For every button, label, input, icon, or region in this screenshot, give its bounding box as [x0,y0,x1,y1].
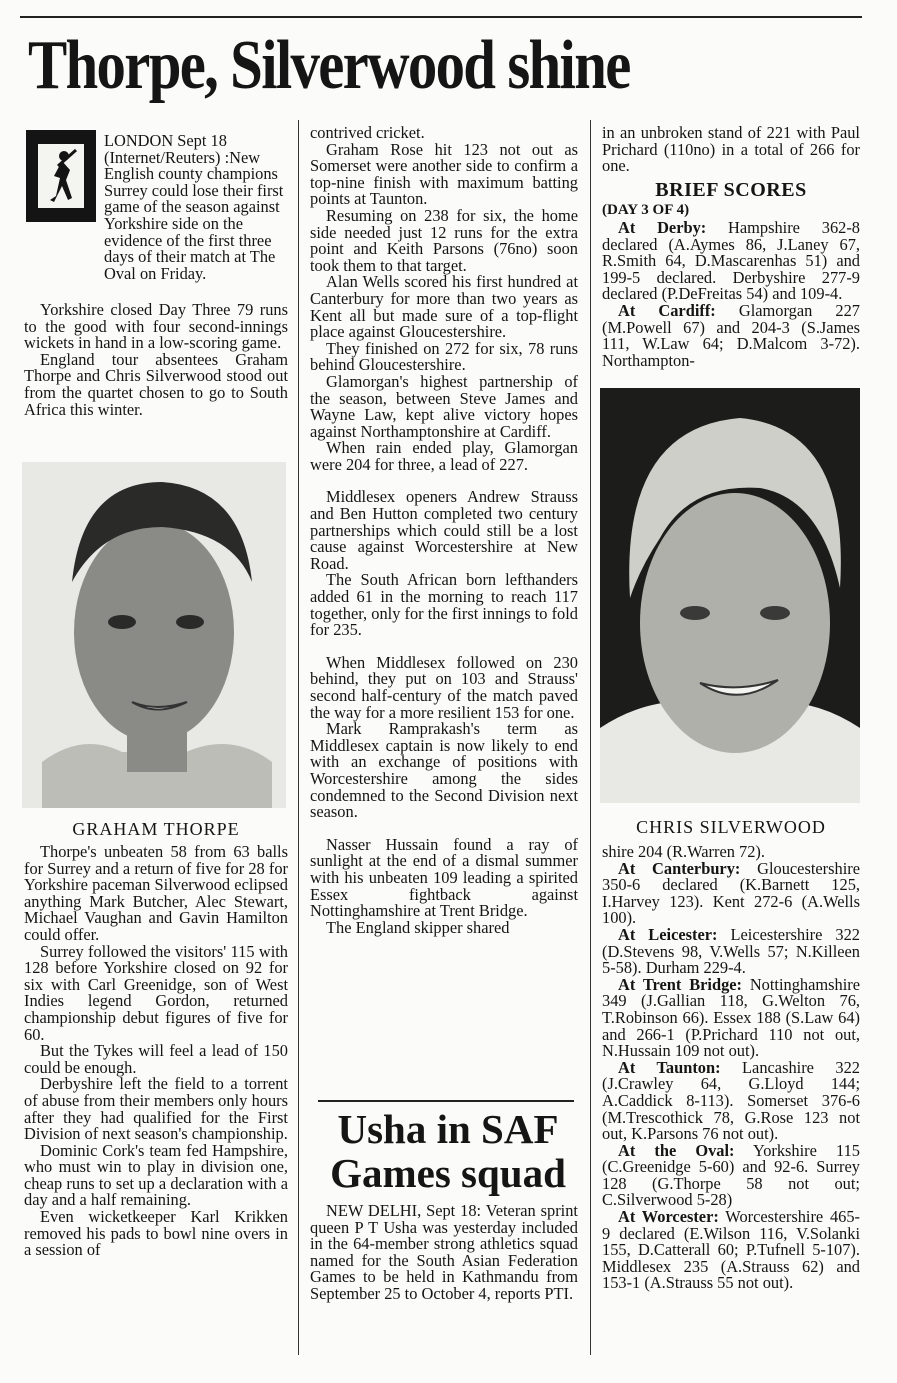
paragraph: Alan Wells scored his first hundred at Canterbury for more than two years as Kent all but made sure of a top-flight place against Gloucestershire. [310,272,578,342]
venue-label: At Canterbury: [618,858,741,878]
column-divider [298,120,299,1355]
score-worcester [602,1209,860,1292]
score-text: Hampshire 362-8 declared (A.Aymes 86, J.Laney 67, R.Smith 64, D.Mascarenhas 51) and 199-5 declared. Derbyshire 277-9 declared (P.DeFreitas 54) and 109-4. [602,218,860,304]
paragraph: When Middlesex followed on 230 behind, they put on 103 and Strauss' second half-century of the match paved the way for a more resilient 153 for one. [310,652,578,722]
score-text: shire 204 (R.Warren 72). [602,842,765,861]
cricket-batsman-icon [26,130,96,222]
venue-label: At Taunton: [618,1057,721,1077]
paragraph: Middlesex openers Andrew Strauss and Ben Hutton completed two century partnerships which could still be a lost cause against Worcestershire at New Road. [310,487,578,573]
venue-label: At Leicester: [618,924,718,944]
paragraph: Even wicketkeeper Karl Krikken removed his pads to bowl nine overs in a session of [24,1207,288,1260]
graham-thorpe-photo [22,462,286,808]
brief-scores-heading: BRIEF SCORES [655,179,807,201]
paragraph: contrived cricket. [310,123,425,142]
col1-text-bottom [24,844,288,1259]
paragraph: They finished on 272 for six, 78 runs behind Gloucestershire. [310,338,578,375]
col3-scores-top [602,220,860,369]
paragraph: But the Tykes will feel a lead of 150 could be enough. [24,1041,288,1077]
paragraph: Glamorgan's highest partnership of the season, between Steve James and Wayne Law, kept alive victory hopes against Northamptonshire at Cardiff. [310,371,578,441]
score-text: Nottinghamshire 349 (J.Gallian 118, G.Welton 76, T.Robinson 66). Essex 188 (S.Law 64) and 266-1 (P.Prichard 110 not out, N.Hussain 109 not out). [602,974,861,1061]
usha-box-rule [318,1100,574,1102]
score-derby [602,220,860,303]
dateline-paragraph: LONDON Sept 18 (Internet/Reuters) :New English county champions Surrey could lose their first game of the season against Yorkshire side on the evidence of the first three days of their match at The Oval on Friday. [104,131,284,283]
venue-label: At Derby: [618,218,707,237]
paragraph: Dominic Cork's team fed Hampshire, who must win to play in division one, cheap runs to set up a declaration with a day and a half remaining. [24,1140,288,1210]
paragraph: The South African born lefthanders added 61 in the morning to reach 117 together, only for the first innings to fold for 235. [310,570,578,640]
col1-text-top [24,302,288,418]
chris-silverwood-photo [600,388,860,803]
paragraph: When rain ended play, Glamorgan were 204 for three, a lead of 227. [310,438,578,474]
paragraph: Resuming on 238 for six, the home side needed just 12 runs for the extra point and Keith Parsons (76no) soon took them to that target. [310,205,578,275]
score-trent-bridge [602,974,861,1061]
brief-scores-subheading: (DAY 3 OF 4) [602,202,690,218]
paragraph: Nasser Hussain found a ray of sunlight at the end of a dismal summer with his unbeaten 109 leading a spirited Essex fightback against Nottinghamshire at Trent Bridge. [310,834,578,921]
paragraph: Yorkshire closed Day Three 79 runs to the good with four second-innings wickets in hand in a low-scoring game. [24,300,288,353]
venue-label: At Cardiff: [618,300,716,320]
score-cardiff [602,300,860,370]
score-oval [602,1140,860,1210]
score-text: Worcestershire 465-9 declared (E.Wilson 116, V.Solanki 155, D.Catterall 60; P.Tufnell 5-107). Middlesex 235 (A.Strauss 62) and 153-1 (A.Strauss 55 not out). [602,1207,860,1293]
paragraph: Graham Rose hit 123 not out as Somerset were another side to confirm a top-nine finish with maximum batting points at Taunton. [310,139,578,209]
paragraph: Derbyshire left the field to a torrent of abuse from their members only hours after they had qualified for the First Division of next season's championship. [24,1074,288,1144]
photo-caption: CHRIS SILVERWOOD [636,817,826,837]
score-text: Gloucestershire 350-6 declared (K.Barnett 125, I.Harvey 123). Kent 272-6 (A.Wells 100). [602,858,860,928]
paragraph: NEW DELHI, Sept 18: Veteran sprint queen P T Usha was yesterday included in the 64-member strong athletics squad named for the South Asian Federation Games to be held in Kathmandu from September 25 to October 4, reports PTI. [310,1201,578,1303]
col3-text-top [602,125,860,175]
usha-headline-line1: Usha in SAF [337,1106,559,1152]
score-canterbury [602,858,860,928]
score-text: Glamorgan 227 (M.Powell 67) and 204-3 (S.James 111, W.Law 64; D.Malcom 3-72). Northampton- [602,300,860,370]
usha-headline-line2: Games squad [330,1150,566,1196]
photo-caption: GRAHAM THORPE [72,819,240,839]
venue-label: At the Oval: [618,1140,735,1160]
paragraph: England tour absentees Graham Thorpe and Chris Silverwood stood out from the quartet chosen to go to South Africa this winter. [24,349,288,419]
usha-story [310,1203,578,1303]
col2-text [310,125,578,936]
paragraph: The England skipper shared [326,917,510,937]
paragraph: Mark Ramprakash's term as Middlesex captain is now likely to end with an exchange of positions with Worcestershire among the sides condemned to the Second Division next season. [310,719,578,822]
paragraph: Thorpe's unbeaten 58 from 63 balls for Surrey and a return of five for 28 for Yorkshire paceman Silverwood eclipsed anything Mark Butcher, Alec Stewart, Michael Vaughan and Gavin Hamilton could offer. [24,842,288,944]
venue-label: At Trent Bridge: [618,974,743,994]
paragraph: Surrey followed the visitors' 115 with 128 before Yorkshire closed on 92 for six with Carl Greenidge, son of West Indies legend Gordon, returned championship debut figures of five for 60. [24,941,288,1044]
paragraph: in an unbroken stand of 221 with Paul Prichard (110no) in a total of 266 for one. [602,123,860,176]
headline: Thorpe, Silverwood shine [28,27,630,104]
column-divider [590,120,591,1355]
score-text: Leicestershire 322 (D.Stevens 98, V.Wells 57; N.Killeen 5-58). Durham 229-4. [602,924,860,978]
score-taunton [602,1057,860,1144]
score-text: Yorkshire 115 (C.Greenidge 5-60) and 92-6. Surrey 128 (G.Thorpe 58 not out; C.Silverwood 5-28) [602,1140,860,1210]
score-leicester [602,924,860,978]
col1-intro [104,133,288,282]
score-text: Lancashire 322 (J.Crawley 64, G.Lloyd 144; A.Caddick 8-113). Somerset 376-6 (M.Trescothick 78, G.Rose 123 not out, K.Parsons 76 not out). [602,1057,860,1144]
venue-label: At Worcester: [618,1207,719,1227]
col3-scores-bottom [602,844,860,1292]
